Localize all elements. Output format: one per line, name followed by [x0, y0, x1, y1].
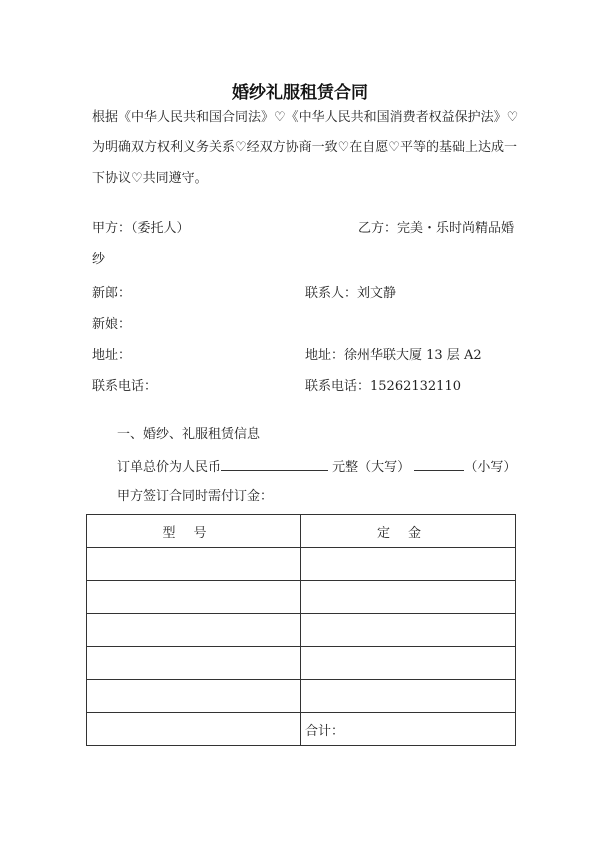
table-row: [87, 647, 516, 680]
table-header-row: [87, 515, 516, 548]
model-cell[interactable]: [87, 713, 301, 746]
intro-line-3: 下协议♡共同遵守。: [92, 171, 208, 186]
deposit-line: 甲方签订合同时需付订金：: [117, 489, 274, 504]
table-row: [87, 614, 516, 647]
price-prefix: 订单总价为人民币: [117, 460, 222, 475]
deposit-cell[interactable]: [301, 680, 516, 713]
total-label: 合计：: [301, 713, 516, 746]
model-cell[interactable]: [87, 548, 301, 581]
model-cell[interactable]: [87, 581, 301, 614]
party-b-label-cont: 纱: [92, 252, 106, 267]
header-deposit: 定金: [301, 515, 516, 548]
party-a-label: 甲方：（委托人）: [92, 221, 190, 236]
party-a-address: 地址：: [92, 348, 132, 363]
price-mid: 元整（大写）: [332, 460, 411, 475]
table-total-row: [87, 713, 516, 746]
party-a-phone: 联系电话：: [92, 379, 158, 394]
document-title: 婚纱礼服租赁合同: [232, 83, 368, 103]
price-uppercase-blank[interactable]: [221, 458, 328, 471]
groom-label: 新郎：: [92, 286, 132, 301]
table-row: [87, 581, 516, 614]
deposit-cell[interactable]: [301, 548, 516, 581]
price-suffix: （小写）: [464, 460, 517, 475]
bride-label: 新娘：: [92, 317, 132, 332]
party-b-label: 乙方：完美・乐时尚精品婚: [358, 221, 515, 236]
price-line: [117, 458, 516, 476]
model-cell[interactable]: [87, 614, 301, 647]
deposit-cell[interactable]: [301, 614, 516, 647]
model-cell[interactable]: [87, 647, 301, 680]
deposit-table: [86, 514, 516, 746]
intro-line-2: 为明确双方权利义务关系♡经双方协商一致♡在自愿♡平等的基础上达成一: [92, 140, 517, 155]
table-row: [87, 548, 516, 581]
deposit-cell[interactable]: [301, 581, 516, 614]
price-lowercase-blank[interactable]: [414, 458, 464, 471]
party-b-address: 地址：徐州华联大厦 13 层 A2: [305, 348, 482, 363]
section-heading: 一、婚纱、礼服租赁信息: [117, 427, 261, 442]
deposit-cell[interactable]: [301, 647, 516, 680]
table-row: [87, 680, 516, 713]
party-b-phone: 联系电话：15262132110: [305, 379, 461, 394]
header-model: 型号: [87, 515, 301, 548]
intro-line-1: 根据《中华人民共和国合同法》♡《中华人民共和国消费者权益保护法》♡: [92, 110, 519, 125]
party-b-contact: 联系人：刘文静: [305, 286, 397, 301]
model-cell[interactable]: [87, 680, 301, 713]
